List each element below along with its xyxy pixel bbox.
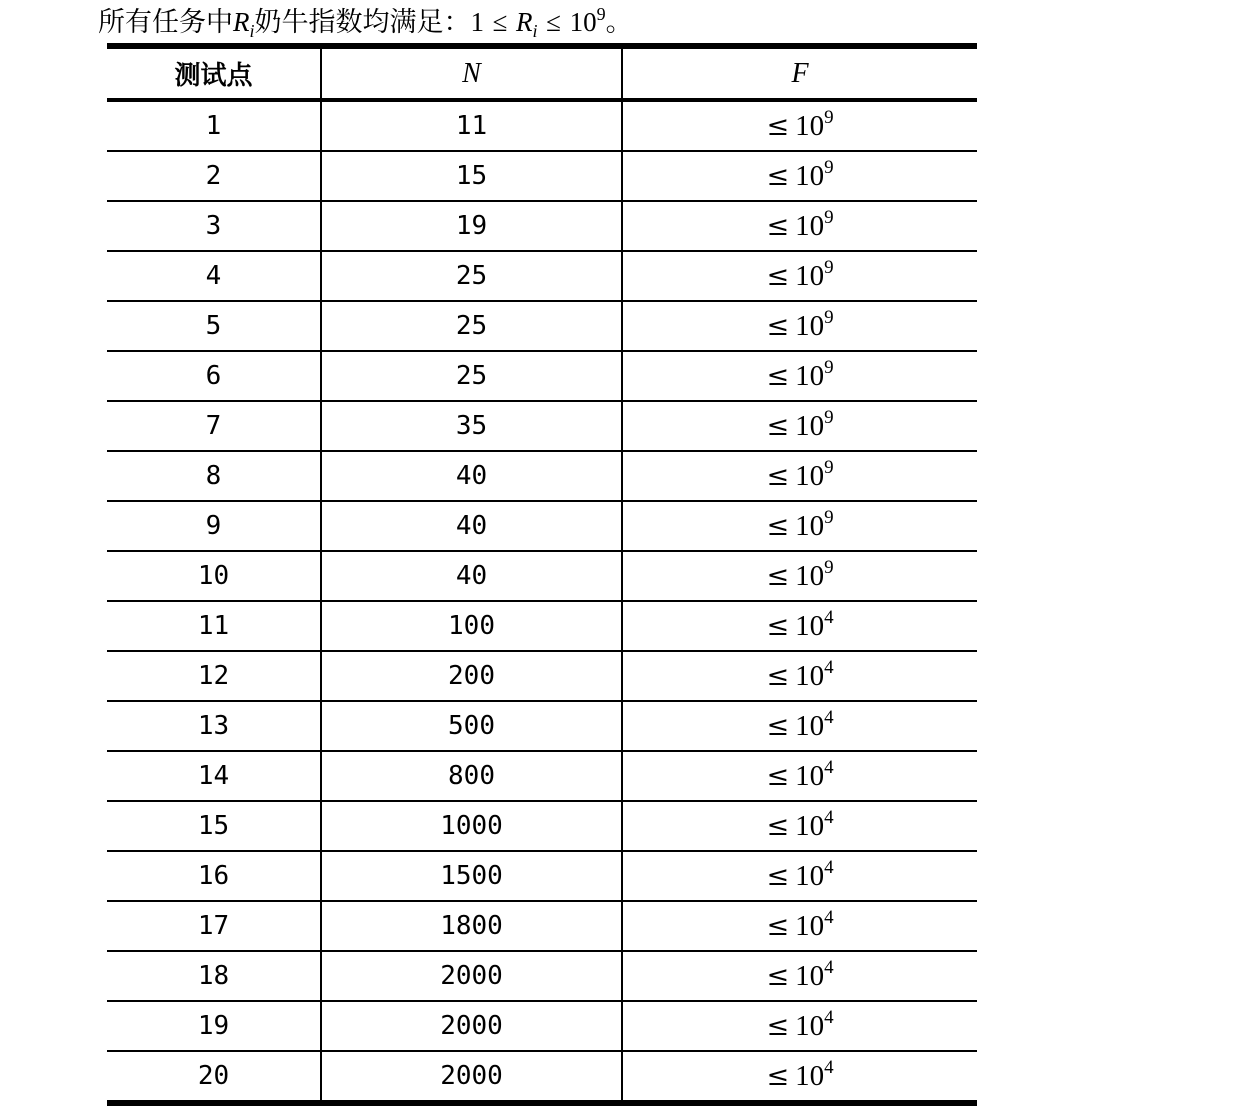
cell-f-base: 10 [795, 359, 825, 392]
cell-f-leq: ≤ [766, 410, 790, 442]
cell-f-exponent: 9 [824, 306, 834, 328]
variable-r-subscript: i [249, 21, 255, 41]
variable-r-repeat: R [516, 7, 533, 37]
cell-f [622, 451, 977, 501]
table-row [107, 401, 977, 451]
cell-f-leq: ≤ [766, 660, 790, 692]
cell-f-leq: ≤ [766, 110, 790, 142]
cell-f-base: 10 [795, 1059, 825, 1092]
table-row [107, 551, 977, 601]
cell-n: 800 [321, 751, 622, 801]
cell-n: 25 [321, 301, 622, 351]
cell-f-leq: ≤ [766, 1060, 790, 1092]
cell-f-base: 10 [795, 259, 825, 292]
cell-test-point: 16 [107, 851, 321, 901]
upper-bound-base: 10 [569, 7, 597, 37]
cell-test-point: 4 [107, 251, 321, 301]
cell-f [622, 551, 977, 601]
cell-test-point: 17 [107, 901, 321, 951]
cell-f-exponent: 4 [824, 756, 834, 778]
header-n: N [321, 46, 622, 100]
cell-test-point: 13 [107, 701, 321, 751]
cell-f-exponent: 4 [824, 956, 834, 978]
cell-f-exponent: 9 [824, 506, 834, 528]
cell-f [622, 1001, 977, 1051]
cell-test-point: 2 [107, 151, 321, 201]
table-row [107, 1051, 977, 1103]
cell-f-exponent: 9 [824, 556, 834, 578]
cell-f-base: 10 [795, 209, 825, 242]
cell-f [622, 1051, 977, 1103]
cell-f [622, 701, 977, 751]
cell-f [622, 651, 977, 701]
cell-f-leq: ≤ [766, 910, 790, 942]
cell-f-base: 10 [795, 959, 825, 992]
table-row [107, 901, 977, 951]
cell-n: 25 [321, 251, 622, 301]
cell-test-point: 20 [197, 1061, 230, 1091]
cell-f-base: 10 [795, 809, 825, 842]
cell-f-base: 10 [795, 559, 825, 592]
cell-f-leq: ≤ [766, 460, 790, 492]
cell-f [622, 851, 977, 901]
statement-period: 。 [605, 7, 633, 38]
cell-n: 2000 [321, 1051, 622, 1103]
cell-test-point: 10 [107, 551, 321, 601]
cell-f [622, 351, 977, 401]
cell-f-leq: ≤ [766, 960, 790, 992]
header-test-point: 测试点 [107, 46, 321, 100]
table-row [107, 701, 977, 751]
cell-n: 40 [321, 501, 622, 551]
cell-f-leq: ≤ [766, 860, 790, 892]
table-row [107, 151, 977, 201]
cell-test-point: 5 [107, 301, 321, 351]
cell-n: 1500 [321, 851, 622, 901]
cell-f-exponent: 4 [824, 806, 834, 828]
cell-f-base: 10 [795, 759, 825, 792]
table-row [107, 851, 977, 901]
cell-f-base: 10 [795, 709, 825, 742]
cell-f-base: 10 [795, 459, 825, 492]
table-row [107, 801, 977, 851]
cell-f-exponent: 9 [824, 256, 834, 278]
cell-f [622, 951, 977, 1001]
cell-f-exponent: 9 [824, 406, 834, 428]
cell-f-base: 10 [795, 909, 825, 942]
cell-f [622, 251, 977, 301]
cell-f-exponent: 9 [824, 106, 834, 128]
cell-test-point: 3 [107, 201, 321, 251]
leq-symbol-2: ≤ [546, 7, 561, 37]
cell-n: 40 [321, 451, 622, 501]
test-case-table [107, 43, 977, 1106]
upper-bound-exponent: 9 [596, 4, 606, 24]
cell-n: 1800 [321, 901, 622, 951]
table-row [107, 251, 977, 301]
table-row [107, 100, 977, 151]
cell-f-leq: ≤ [766, 510, 790, 542]
cell-test-point: 15 [107, 801, 321, 851]
cell-f-leq: ≤ [766, 1010, 790, 1042]
cell-n: 40 [321, 551, 622, 601]
statement-prefix: 所有任务中 [98, 7, 233, 38]
cell-f-leq: ≤ [766, 260, 790, 292]
table-row [107, 601, 977, 651]
table-body [107, 100, 977, 1103]
cell-f [622, 100, 977, 151]
cell-n: 25 [321, 351, 622, 401]
cell-n: 200 [321, 651, 622, 701]
cell-f-exponent: 4 [824, 1056, 834, 1078]
variable-r: R [233, 7, 250, 37]
cell-test-point: 1 [107, 100, 321, 151]
cell-f-exponent: 9 [824, 356, 834, 378]
cell-f-exponent: 9 [824, 456, 834, 478]
cell-f-leq: ≤ [766, 560, 790, 592]
table-row [107, 351, 977, 401]
cell-f-leq: ≤ [766, 610, 790, 642]
cell-f [622, 751, 977, 801]
cell-f [622, 151, 977, 201]
cell-n: 19 [321, 201, 622, 251]
cell-f [622, 201, 977, 251]
cell-f-leq: ≤ [766, 760, 790, 792]
cell-f-base: 10 [795, 1009, 825, 1042]
statement-middle: 奶牛指数均满足： [254, 7, 471, 38]
cell-f-base: 10 [795, 509, 825, 542]
cell-f-base: 10 [795, 159, 825, 192]
table-row [107, 301, 977, 351]
cell-n: 2000 [321, 1001, 622, 1051]
cell-test-point: 19 [107, 1001, 321, 1051]
cell-f [622, 301, 977, 351]
cell-f [622, 501, 977, 551]
cell-test-point: 11 [107, 601, 321, 651]
cell-test-point: 18 [107, 951, 321, 1001]
cell-f [622, 801, 977, 851]
cell-n: 2000 [321, 951, 622, 1001]
cell-f-exponent: 4 [824, 906, 834, 928]
cell-f-exponent: 9 [824, 156, 834, 178]
test-case-table-container [107, 43, 977, 1106]
header-f: F [622, 46, 977, 100]
cell-test-point: 9 [107, 501, 321, 551]
table-row [107, 751, 977, 801]
cell-f-exponent: 9 [824, 206, 834, 228]
cell-test-point: 6 [107, 351, 321, 401]
cell-n: 100 [321, 601, 622, 651]
cell-f-base: 10 [795, 609, 825, 642]
cell-n: 35 [321, 401, 622, 451]
cell-n: 1000 [321, 801, 622, 851]
leq-symbol: ≤ [492, 7, 508, 37]
cell-f-exponent: 4 [824, 606, 834, 628]
constraint-statement [98, 3, 633, 41]
cell-f-exponent: 4 [824, 1006, 834, 1028]
cell-n: 500 [321, 701, 622, 751]
cell-f [622, 401, 977, 451]
cell-f-exponent: 4 [824, 656, 834, 678]
cell-f-exponent: 4 [824, 706, 834, 728]
cell-f-base: 10 [795, 109, 825, 142]
lower-bound: 1 [470, 7, 485, 37]
table-row [107, 201, 977, 251]
cell-n: 15 [321, 151, 622, 201]
table-row [107, 651, 977, 701]
table-row [107, 451, 977, 501]
cell-f-leq: ≤ [766, 810, 790, 842]
cell-f-leq: ≤ [766, 210, 790, 242]
cell-test-point: 12 [107, 651, 321, 701]
cell-n: 11 [321, 100, 622, 151]
cell-f-leq: ≤ [766, 160, 790, 192]
cell-f-leq: ≤ [766, 360, 790, 392]
table-row [107, 951, 977, 1001]
table-row [107, 1001, 977, 1051]
cell-test-point: 7 [107, 401, 321, 451]
cell-f-base: 10 [795, 409, 825, 442]
cell-f-base: 10 [795, 309, 825, 342]
cell-f-exponent: 4 [824, 856, 834, 878]
cell-f-leq: ≤ [766, 710, 790, 742]
cell-test-point: 8 [107, 451, 321, 501]
cell-f [622, 901, 977, 951]
table-row [107, 501, 977, 551]
cell-f [622, 601, 977, 651]
cell-f-leq: ≤ [766, 310, 790, 342]
table-header-row [107, 46, 977, 100]
cell-f-base: 10 [795, 659, 825, 692]
cell-test-point: 14 [107, 751, 321, 801]
variable-r-repeat-subscript: i [532, 21, 538, 41]
cell-f-base: 10 [795, 859, 825, 892]
